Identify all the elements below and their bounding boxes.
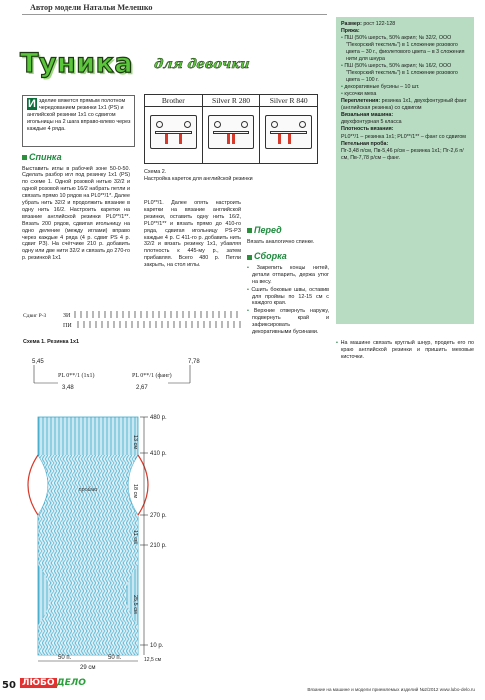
heading-square-icon <box>22 155 27 160</box>
needle-notation-graphic <box>23 309 253 335</box>
page-number: 50 <box>2 680 16 691</box>
center-label: пройма <box>78 487 98 493</box>
spinka-heading-text: Спинка <box>29 152 62 162</box>
armhole-height: 12,5 см <box>144 657 162 663</box>
tunic-fang-zone <box>38 455 138 655</box>
yarn-label: Пряжа: <box>341 28 360 35</box>
weave-row <box>341 98 467 111</box>
yarn-item: • декоративные бусины – 10 шт. <box>341 84 469 91</box>
materials-sidebar <box>336 17 474 324</box>
spinka-text: Выставить иглы в рабочей зоне 50-0-50. Сделать разбор игл под резинку 1x1 (PS) по схеме 1. Одной розовой нитью 32/2 и одной розовой нитью 16/2 набрать петли и связать прямо 10 рядов на PL0**/1*. Далее убрать нить 32/2 и продолжить вязание в одну нить 16/2. Настроить каретки на вязание английской резинки PL0**/1**. Вязать 200 рядов, сдвигая игольницу на одно деление (между иглами) вправо через каждые 4 ряда (4 р. сдвиг PS 4 р. сдвиг PЗ). На счётчике 210 р. добавить одну или две нити 32/2 и связать до 270-го р. резинкой 1x1 <box>22 165 131 262</box>
right-density-label: PL 0**/1 (фанг) <box>132 373 172 379</box>
weave-text: резинка 1x1, двухфонтурный фанг (английская резинка) со сдвигом <box>341 98 467 112</box>
row-label: 480 р. <box>150 415 167 421</box>
heading-square-icon <box>247 255 252 260</box>
machine-name: Brother <box>145 95 202 107</box>
scheme2-caption <box>144 169 324 183</box>
magazine-logo <box>20 678 86 690</box>
intro-box <box>22 95 135 147</box>
row-label: 210 р. <box>150 543 167 549</box>
density-label: Плотность вязания: <box>341 126 394 133</box>
sborka-item: • Сшить боковые швы, оставив для проймы по 12-15 см с каждого края. <box>247 287 329 308</box>
total-width: 29 см <box>80 665 96 671</box>
machine-text: двухфонтурная 5 класса <box>341 119 402 126</box>
intro-text: зделие вяжется прямым полотном чередованием резинки 1x1 (PS) и английской резинки 1x1 со сдвигом игольницы на 2 шага вправо-влево через каждые 4 ряда. <box>27 98 131 132</box>
height-label: 11 см <box>132 530 138 544</box>
continuation-text: PL0**/1. Далее опять настроить каретки на вязание английской резинки, оставить одну нить 16/2, PL0**/1** и вязать прямо до 410-го ряда, сдвигая игольницу PS-PЗ каждые 4 р. С 411-го р. добавить нить 32/2 и вязать резинку 1x1, убавляя плотность к 445-му р., затем прибавляя. Всего 480 р. Петли закрыть, на стол иглы. <box>144 200 241 269</box>
left-density-value: 5,45 <box>32 359 44 365</box>
height-label: 13 см <box>132 435 138 450</box>
row-label: 410 р. <box>150 451 167 457</box>
scheme1-caption: Схема 1. Резинка 1x1 <box>23 339 79 345</box>
armhole-left-line <box>28 455 38 515</box>
header-divider <box>22 14 327 15</box>
size-value: рост 122-128 <box>363 21 396 27</box>
machine-col <box>260 95 317 163</box>
finishing-note <box>336 340 474 362</box>
needle-notation <box>23 309 253 335</box>
sborka-heading-text: Сборка <box>254 251 287 262</box>
width-right: 50 п. <box>108 655 122 661</box>
probe-label: Петельная проба: <box>341 140 389 147</box>
height-label: 18 см <box>132 484 138 499</box>
logo-part-b: ДЕЛО <box>56 678 86 688</box>
left-density-sub: 3,48 <box>62 385 74 391</box>
finishing-text: • На машине связать круглый шнур, продеть его по краю английской резинки и пришить меховые кисточки. <box>336 340 474 361</box>
size-row <box>341 21 395 27</box>
row-label: 10 р. <box>150 643 164 649</box>
right-density-value: 7,78 <box>188 359 200 365</box>
machine-name: Silver R 280 <box>203 95 260 107</box>
machine-label: Вязальная машина: <box>341 112 394 119</box>
yarn-item: • кусочки меха <box>341 91 469 98</box>
width-left: 50 п. <box>58 655 72 661</box>
scheme2-text: Настройка кареток для английской резинки <box>144 175 253 182</box>
heading-square-icon <box>247 228 252 233</box>
row-label-pi: ПИ <box>63 323 72 329</box>
spinka-section <box>22 152 130 262</box>
armhole-right-line <box>138 455 148 515</box>
spinka-heading <box>22 152 130 164</box>
article-title <box>20 47 280 79</box>
height-label: 25,5 см <box>132 595 138 614</box>
pered-sborka-section <box>247 225 329 337</box>
machine-name: Silver R 840 <box>260 95 317 107</box>
title-main: Туника <box>20 48 134 79</box>
weave-label: Переплетения: <box>341 98 381 105</box>
carriage-diagram-icon <box>208 115 255 149</box>
author-credit: Автор модели Натальи Мелешко <box>30 3 153 12</box>
size-label: Размер: <box>341 21 362 27</box>
right-density-sub: 2,67 <box>136 385 148 391</box>
machines-table <box>144 94 318 164</box>
pered-heading-text: Перед <box>254 225 282 235</box>
machine-col <box>203 95 261 163</box>
density-text: PL0**/1 – резинка 1x1; PL0**/1** – фанг со сдвигом <box>341 133 466 140</box>
carriage-diagram-icon <box>150 115 197 149</box>
shift-label: Сдвиг P-3 <box>23 313 47 319</box>
yarn-item: • ПШ (50% шерсть, 50% акрил; № 16/2, ООО "Пехорский текстиль") в 1 сложение розового цвета – 100 г. <box>341 63 469 84</box>
probe-text: Пг-3,48 п/см, Пв-5,46 р/см – резинка 1x1; Пг-2,6 п/см, Пв-7,78 р/см – фанг. <box>341 147 464 161</box>
drop-cap: И <box>28 98 36 110</box>
page-footer <box>0 674 485 700</box>
sborka-item: • Верхние отвернуть наружу, подвернуть край и зафиксировать декоративными бусинами. <box>247 308 329 336</box>
yarn-item: • ПШ (50% шерсть, 50% акрил; № 32/2, ООО "Пехорский текстиль") в 1 сложение розового цвета – 30 г., фиолетового цвета – в 3 сложения нити для шнура <box>341 35 469 63</box>
logo-part-a: ЛЮБО <box>22 678 55 688</box>
carriage-diagram-icon <box>265 115 312 149</box>
left-density-label: PL 0**/1 (1x1) <box>58 373 95 379</box>
pered-text: Вязать аналогично спинке. <box>247 238 315 245</box>
scheme2-title: Схема 2. <box>144 169 167 175</box>
pattern-diagram <box>18 355 338 673</box>
pered-heading <box>247 225 329 237</box>
sborka-heading <box>247 251 329 263</box>
footer-credit: Вязание на машине и модели приемлемых изделий №2/2012 www.lubo-delo.ru <box>307 687 475 692</box>
machine-col <box>145 95 203 163</box>
title-sub: для девочки <box>153 57 251 72</box>
row-label: 270 р. <box>150 513 167 519</box>
sborka-item: • Закрепить концы нитей, детали отпарить, держа утюг на весу. <box>247 265 329 286</box>
row-label-zi: ЗИ <box>63 313 71 319</box>
